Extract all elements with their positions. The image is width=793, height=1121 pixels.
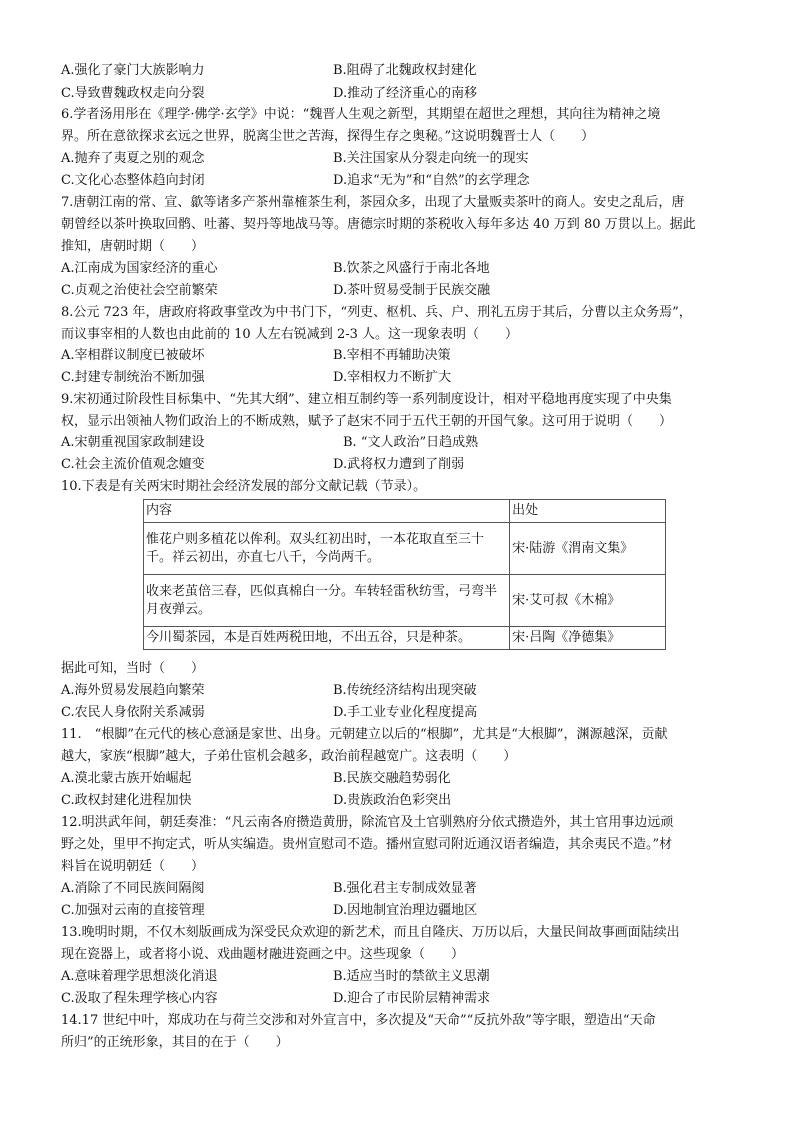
q13-option-d: D.迎合了市民阶层精神需求: [333, 991, 491, 1006]
table-row: [144, 627, 666, 650]
q7-option-d: D.茶叶贸易受制于民族交融: [333, 283, 491, 298]
q11-stem-line2: 越大，家族“根脚”越大，子弟仕宦机会越多，政治前程越宽广。这表明（ ）: [61, 749, 517, 764]
table-row: [144, 523, 666, 575]
q6-stem-line1: 6.学者汤用彤在《理学·佛学·玄学》中说：“魏晋人生观之新型，其期望在超世之理想，其向往为精神之境: [61, 107, 661, 122]
table-cell-source: 宋·艾可叔《木棉》: [510, 575, 666, 627]
q6-option-a: A.抛弃了夷夏之别的观念: [61, 151, 205, 166]
q5-option-a: A.强化了豪门大族影响力: [61, 63, 205, 78]
table-header-content: 内容: [144, 500, 510, 523]
q12-stem-line2: 野之处，里甲不拘定式，听从实编造。贵州宣慰司不造。播州宣慰司附近通汉语者编造，其余夷民不造。”材: [61, 837, 673, 852]
q9-option-d: D.武将权力遭到了削弱: [333, 457, 465, 472]
q10-option-b: B.传统经济结构出现突破: [333, 683, 477, 698]
q6-option-d: D.追求“无为”和“自然”的玄学理念: [333, 173, 530, 188]
q5-option-d: D.推动了经济重心的南移: [333, 86, 478, 101]
table-cell-content: 今川蜀茶园，本是百姓两税田地，不出五谷，只是种茶。: [144, 627, 510, 650]
q7-stem-line3: 推知，唐朝时期（ ）: [61, 239, 205, 254]
q11-option-a: A.漠北蒙古族开始崛起: [61, 771, 192, 786]
q9-stem-line2: 权，显示出领袖人物们政治上的不断成熟，赋予了赵宋不同于五代王朝的开国气象。这可用于说明（ ）: [61, 414, 673, 429]
q8-option-b: B.宰相不再辅助决策: [333, 348, 451, 363]
q6-option-b: B.关注国家从分裂走向统一的现实: [333, 151, 529, 166]
q12-option-d: D.因地制宜治理边疆地区: [333, 903, 478, 918]
q12-option-c: C.加强对云南的直接管理: [61, 903, 205, 918]
q13-option-c: C.汲取了程朱理学核心内容: [61, 991, 218, 1006]
q10-option-a: A.海外贸易发展趋向繁荣: [61, 683, 205, 698]
q12-stem-line1: 12.明洪武年间，朝廷奏准：“凡云南各府攒造黄册，除流官及土官驯熟府分依式攒造外，其土官用事边远顽: [61, 815, 674, 830]
q13-stem-line1: 13.晚明时期，不仅木刻版画成为深受民众欢迎的新艺术，而且自隆庆、万历以后，大量民间故事画面陆续出: [61, 925, 680, 940]
q10-stem: 10.下表是有关两宋时期社会经济发展的部分文献记载（节录）。: [61, 479, 427, 494]
q11-stem-line1: 11. “根脚”在元代的核心意涵是家世、出身。元朝建立以后的“根脚”，尤其是“大根脚”，渊源越深，贡献: [61, 727, 668, 742]
q13-option-a: A.意味着理学思想淡化消退: [61, 969, 218, 984]
q10-option-d: D.手工业专业化程度提高: [333, 705, 478, 720]
q6-stem-line2: 界。所在意欲探求玄远之世界，脱离尘世之苦海，探得生存之奥秘。”这说明魏晋士人（ ）: [61, 129, 595, 144]
q14-stem-line2: 所归”的正统形象，其目的在于（ ）: [61, 1035, 289, 1050]
q9-option-a: A.宋朝重视国家政制建设: [61, 435, 205, 450]
q7-option-b: B.饮茶之风盛行于南北各地: [333, 261, 490, 276]
q7-stem-line1: 7.唐朝江南的常、宣、歙等诸多产茶州靠榷茶生利，茶园众多，出现了大量贩卖茶叶的商人。安史之乱后，唐: [61, 195, 685, 210]
q5-option-c: C.导致曹魏政权走向分裂: [61, 86, 205, 101]
table-cell-content: 惟花户则多植花以侔利。双头红初出时，一本花取直至三十千。祥云初出，亦直七八千，今尚两千。: [144, 523, 510, 575]
table-cell-content: 收来老茧倍三春，匹似真棉白一分。车转轻雷秋纺雪，弓弯半月夜弹云。: [144, 575, 510, 627]
q12-option-a: A.消除了不同民族间隔阂: [61, 881, 205, 896]
q13-option-b: B.适应当时的禁欲主义思潮: [333, 969, 490, 984]
q14-stem-line1: 14.17 世纪中叶，郑成功在与荷兰交涉和对外宣言中，多次提及“天命”“反抗外敌”等字眼，塑造出“天命: [61, 1013, 656, 1028]
q11-option-d: D.贵族政治色彩突出: [333, 793, 452, 808]
q8-stem-line1: 8.公元 723 年，唐政府将政事堂改为中书门下，“列吏、枢机、兵、户、刑礼五房于其后，分曹以主众务焉”，: [61, 305, 692, 320]
table-cell-source: 宋·吕陶《净德集》: [510, 627, 666, 650]
q13-stem-line2: 现在瓷器上，或者将小说、戏曲题材融进瓷画之中。这些现象（ ）: [61, 947, 465, 962]
q8-option-c: C.封建专制统治不断加强: [61, 370, 205, 385]
q12-stem-line3: 料旨在说明朝廷（ ）: [61, 859, 205, 874]
q9-option-c: C.社会主流价值观念嬗变: [61, 457, 205, 472]
q6-option-c: C.文化心态整体趋向封闭: [61, 173, 205, 188]
q12-option-b: B.强化君主专制成效显著: [333, 881, 477, 896]
q8-stem-line2: 而议事宰相的人数也由此前的 10 人左右锐减到 2-3 人。这一现象表明（ ）: [61, 327, 519, 342]
q10-source-table: [143, 499, 666, 650]
q7-option-c: C.贞观之治使社会空前繁荣: [61, 283, 218, 298]
table-row: [144, 575, 666, 627]
q10-option-c: C.农民人身依附关系减弱: [61, 705, 205, 720]
q10-after-table: 据此可知，当时（ ）: [61, 661, 205, 676]
q9-stem-line1: 9.宋初通过阶段性目标集中、“先其大纲”、建立相互制约等一系列制度设计，相对平稳地再度实现了中央集: [61, 392, 672, 407]
table-header-source: 出处: [510, 500, 666, 523]
q7-stem-line2: 朝曾经以茶叶换取回鹘、吐蕃、契丹等地战马等。唐德宗时期的茶税收入每年多达 40 万到 80 万贯以上。据此: [61, 217, 696, 232]
q5-option-b: B.阻碍了北魏政权封建化: [333, 63, 477, 78]
q11-option-c: C.政权封建化进程加快: [61, 793, 192, 808]
q11-option-b: B.民族交融趋势弱化: [333, 771, 451, 786]
q8-option-a: A.宰相群议制度已被破坏: [61, 348, 205, 363]
q9-option-b: B. “文人政治”日趋成熟: [343, 435, 479, 450]
table-cell-source: 宋·陆游《渭南文集》: [510, 523, 666, 575]
table-header-row: [144, 500, 666, 523]
q7-option-a: A.江南成为国家经济的重心: [61, 261, 218, 276]
q8-option-d: D.宰相权力不断扩大: [333, 370, 452, 385]
